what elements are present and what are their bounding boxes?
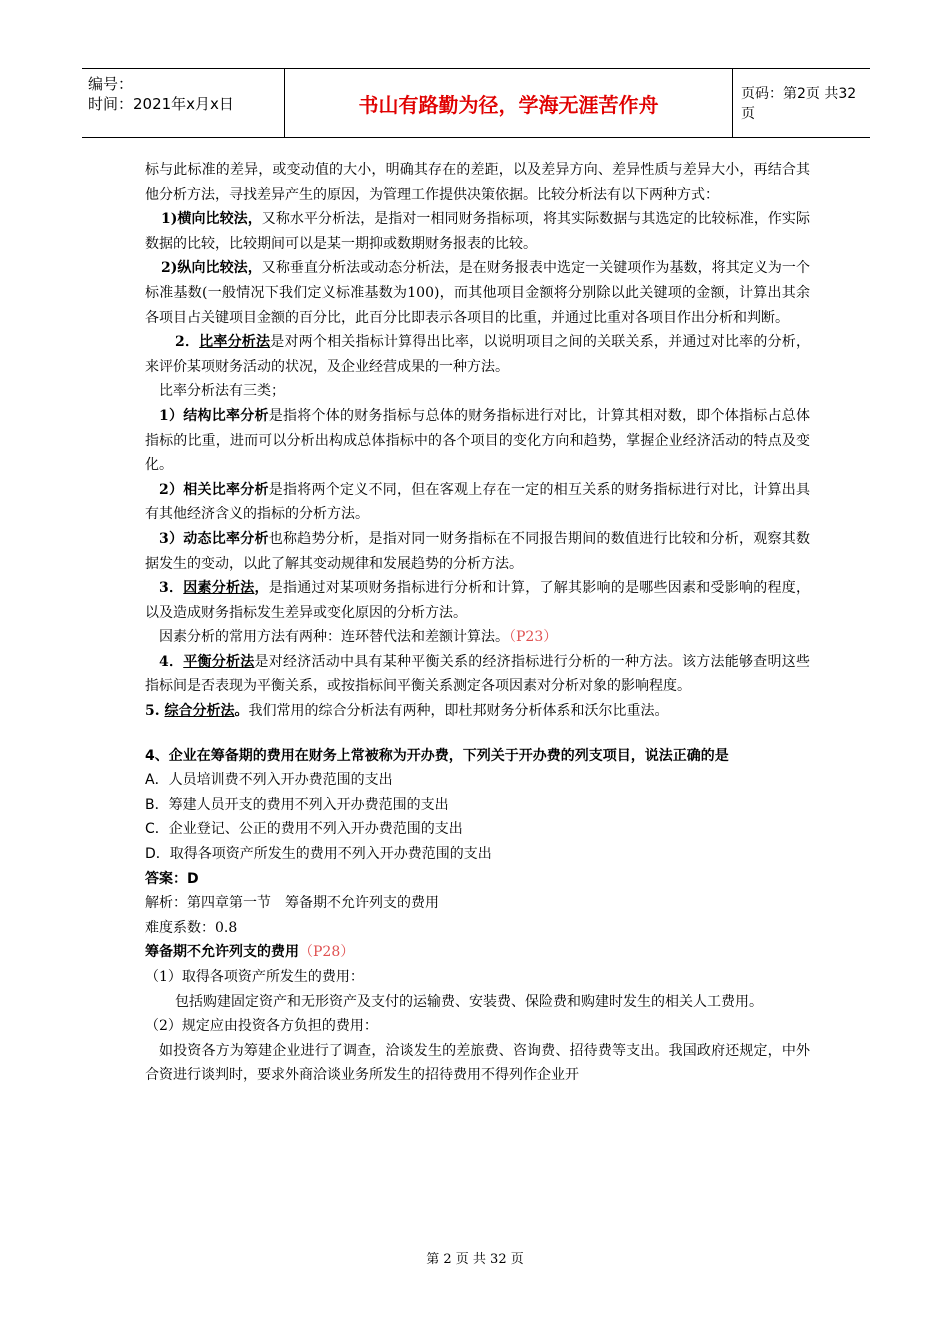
header-page-info: 页码：第2页 共32页 xyxy=(741,86,857,122)
section-title: 筹备期不允许列支的费用 xyxy=(145,944,299,961)
punctuation: ， xyxy=(254,580,269,597)
analysis: 解析：第四章第一节 筹备期不允许列支的费用 xyxy=(145,895,439,912)
term-dynamic-ratio: 3）动态比率分析 xyxy=(159,530,269,547)
punctuation: 。 xyxy=(234,703,249,720)
spacer xyxy=(145,724,810,744)
paragraph xyxy=(145,699,810,724)
section-heading xyxy=(145,940,810,965)
header-motto: 书山有路勤为径，学海无涯苦作舟 xyxy=(285,69,733,137)
difficulty: 难度系数：0.8 xyxy=(145,919,238,936)
term-balance-analysis: 平衡分析法 xyxy=(183,653,255,670)
term-structure-ratio: 1）结构比率分析 xyxy=(159,407,269,424)
term-vertical: 2)纵向比较法， xyxy=(161,260,262,277)
paragraph: 标与此标准的差异，或变动值的大小，明确其存在的差距，以及差异方向、差异性质与差异大小，再结合其他分析方法，寻找差异产生的原因，为管理工作提供决策依据。比较分析法有以下两种方式： xyxy=(145,162,810,203)
option-b: B．筹建人员开支的费用不列入开办费范围的支出 xyxy=(145,796,449,813)
code-label: 编号： xyxy=(88,75,134,93)
paragraph-text: 因素分析的常用方法有两种：连环替代法和差额计算法。 xyxy=(159,629,509,646)
option-c: C．企业登记、公正的费用不列入开办费范围的支出 xyxy=(145,821,463,838)
paragraph xyxy=(145,527,810,576)
paragraph-text: 是指将两个定义不同，但在客观上存在一定的相互关系的财务指标进行对比，计算出具有其他经济含义的指标的分析方法。 xyxy=(145,481,810,523)
date-label: 时间：2021年x月x日 xyxy=(88,95,234,113)
paragraph-text: 是指通过对某项财务指标进行分析和计算，了解其影响的是哪些因素和受影响的程度，以及造成财务指标发生差异或变化原因的分析方法。 xyxy=(145,580,810,621)
paragraph: 如投资各方为筹建企业进行了调查，洽谈发生的差旅费、咨询费、招待费等支出。我国政府还规定，中外合资进行谈判时，要求外商洽谈业务所发生的招待费用不得列作企业开 xyxy=(145,1042,810,1084)
page-footer: 第 2 页 共 32 页 xyxy=(426,1252,524,1267)
term-ratio-analysis: 比率分析法 xyxy=(199,334,271,351)
paragraph xyxy=(145,330,810,379)
list-item: （2）规定应由投资各方负担的费用： xyxy=(145,1018,378,1035)
paragraph xyxy=(145,478,810,527)
option-a: A．人员培训费不列入开办费范围的支出 xyxy=(145,772,393,789)
item-number: 5. xyxy=(145,703,165,720)
item-number: 2． xyxy=(175,334,200,351)
paragraph xyxy=(145,650,810,699)
item-number: 4． xyxy=(159,653,184,670)
question-stem: 4、企业在筹备期的费用在财务上常被称为开办费，下列关于开办费的列支项目，说法正确的是 xyxy=(145,747,729,764)
paragraph-text: 是对两个相关指标计算得出比率，以说明项目之间的关联关系，并通过对比率的分析，来评价某项财务活动的状况，及企业经营成果的一种方法。 xyxy=(145,334,811,375)
paragraph-text: 是对经济活动中具有某种平衡关系的经济指标进行分析的一种方法。该方法能够查明这些指标间是否表现为平衡关系，或按指标间平衡关系测定各项因素对分析对象的影响程度。 xyxy=(145,653,810,695)
paragraph: 包括购建固定资产和无形资产及支付的运输费、安装费、保险费和购建时发生的相关人工费用。 xyxy=(175,993,763,1010)
header-meta xyxy=(82,69,285,137)
page-reference: （P28） xyxy=(299,944,355,961)
page-reference: （P23） xyxy=(509,629,558,646)
list-item: （1）取得各项资产所发生的费用： xyxy=(145,969,364,985)
paragraph xyxy=(145,576,810,625)
page-header xyxy=(82,68,870,138)
paragraph-text: 又称水平分析法，是指对一相同财务指标项，将其实际数据与其选定的比较标准，作实际数据的比较，比较期间可以是某一期抑或数期财务报表的比较。 xyxy=(145,211,810,252)
paragraph xyxy=(145,404,810,478)
term-horizontal: 1)横向比较法， xyxy=(161,211,262,228)
paragraph xyxy=(145,625,810,650)
answer: 答案：D xyxy=(145,870,199,887)
option-d: D．取得各项资产所发生的费用不列入开办费范围的支出 xyxy=(145,846,492,863)
paragraph-text: 也称趋势分析，是指对同一财务指标在不同报告期间的数值进行比较和分析，观察其数据发生的变动，以此了解其变动规律和发展趋势的分析方法。 xyxy=(145,530,810,572)
paragraph: 比率分析法有三类； xyxy=(159,383,285,400)
paragraph xyxy=(145,207,810,256)
term-related-ratio: 2）相关比率分析 xyxy=(159,481,269,498)
paragraph-text: 我们常用的综合分析法有两种，即杜邦财务分析体系和沃尔比重法。 xyxy=(248,703,669,720)
document-body xyxy=(145,158,810,1088)
item-number: 3． xyxy=(159,580,184,597)
paragraph-text: 又称垂直分析法或动态分析法，是在财务报表中选定一关键项作为基数，将其定义为一个标准基数(一般情况下我们定义标准基数为100)，而其他项目金额将分别除以此关键项的金额，计算出其余各项目占关键项目金额的百分比，此百分比即表示各项目的比重，并通过比重对各项目作出分析和判断。 xyxy=(145,260,810,326)
paragraph-text: 是指将个体的财务指标与总体的财务指标进行对比，计算其相对数，即个体指标占总体指标的比重，进而可以分析出构成总体指标中的各个项目的变化方向和趋势，掌握企业经济活动的特点及变化。 xyxy=(145,407,810,474)
term-composite-analysis: 综合分析法 xyxy=(164,703,235,720)
paragraph xyxy=(145,256,810,330)
term-factor-analysis: 因素分析法 xyxy=(183,580,255,597)
